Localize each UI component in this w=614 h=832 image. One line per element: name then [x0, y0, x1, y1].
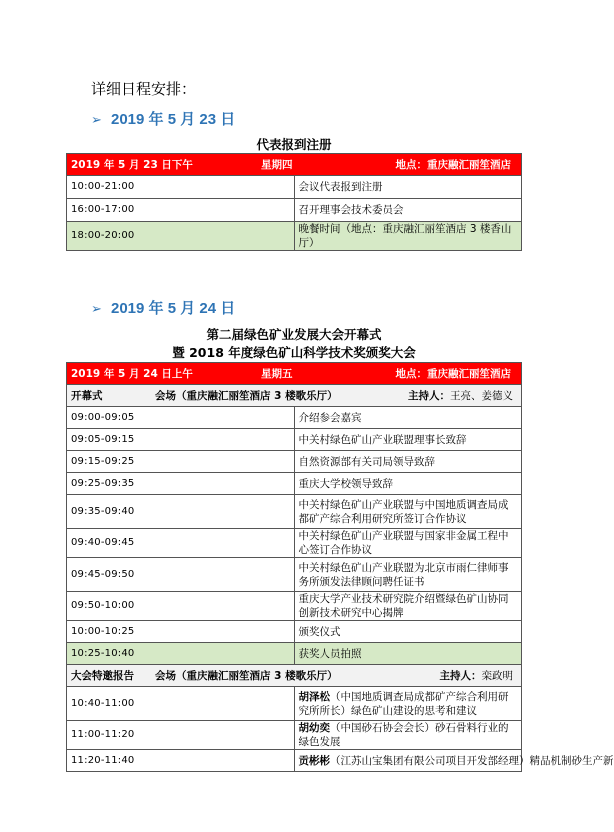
keynote-host: 主持人：栾政明	[439, 669, 513, 682]
talk-affiliation: （中国砂石协会会长）	[330, 722, 435, 734]
row-time: 09:40-09:45	[67, 529, 295, 558]
table-row	[67, 473, 522, 495]
row-time: 09:15-09:25	[67, 451, 295, 473]
row-desc: 中关村绿色矿山产业联盟与中国地质调查局成都矿产综合利用研究所签订合作协议	[294, 495, 522, 529]
row-time: 10:00-10:25	[67, 621, 295, 643]
table-row	[67, 592, 522, 621]
row-time: 10:00-21:00	[67, 176, 295, 199]
talk-title: 砂石骨料行业的绿色发展	[298, 722, 509, 748]
table-row-highlight	[67, 222, 522, 251]
table-row	[67, 429, 522, 451]
day2-caption-line2: 暨 2018 年度绿色矿山科学技术奖颁奖大会	[172, 345, 416, 360]
row-desc	[294, 750, 614, 772]
row-desc: 颁奖仪式	[294, 621, 522, 643]
opening-label: 开幕式	[71, 389, 103, 402]
row-desc: 中关村绿色矿山产业联盟与国家非金属工程中心签订合作协议	[294, 529, 522, 558]
row-time: 10:40-11:00	[67, 687, 295, 721]
talk-speaker: 胡泽松	[298, 690, 330, 703]
day2-date-heading: ➢ 2019 年 5 月 24 日	[91, 300, 236, 317]
opening-session-row	[67, 385, 522, 407]
row-time: 18:00-20:00	[67, 222, 295, 251]
talk-speaker: 贡彬彬	[298, 754, 330, 767]
arrow-bullet-icon: ➢	[91, 112, 102, 127]
row-desc: 晚餐时间（地点：重庆融汇丽笙酒店 3 楼香山厅）	[294, 222, 522, 251]
row-time: 11:00-11:20	[67, 721, 295, 750]
table-row	[67, 529, 522, 558]
table-row-highlight	[67, 643, 522, 665]
day2-caption-line1: 第二届绿色矿业发展大会开幕式	[206, 327, 382, 342]
day2-schedule-table	[66, 362, 614, 772]
row-desc: 自然资源部有关司局领导致辞	[294, 451, 522, 473]
row-time: 10:25-10:40	[67, 643, 295, 665]
keynote-label: 大会特邀报告	[71, 669, 134, 682]
row-time: 09:35-09:40	[67, 495, 295, 529]
row-time: 09:45-09:50	[67, 558, 295, 592]
row-desc: 中关村绿色矿山产业联盟为北京市雨仁律师事务所颁发法律顾问聘任证书	[294, 558, 522, 592]
talk-speaker: 胡幼奕	[298, 722, 330, 734]
row-desc: 中关村绿色矿山产业联盟理事长致辞	[294, 429, 522, 451]
table-row	[67, 199, 522, 222]
talk-title: 绿色矿山建设的思考和建议	[351, 704, 477, 717]
talk-row	[67, 721, 522, 750]
table-row	[67, 621, 522, 643]
keynote-venue: 会场（重庆融汇丽笙酒店 3 楼歌乐厅）	[155, 669, 338, 682]
row-desc: 召开理事会技术委员会	[294, 199, 522, 222]
day1-header-row	[67, 154, 522, 176]
talk-row	[67, 687, 522, 721]
row-desc: 介绍参会嘉宾	[294, 407, 522, 429]
day2-header-weekday: 星期五	[261, 367, 293, 380]
row-desc: 重庆大学产业技术研究院介绍暨绿色矿山协同创新技术研究中心揭牌	[294, 592, 522, 621]
table-row	[67, 407, 522, 429]
row-time: 11:20-11:40	[67, 750, 295, 772]
row-time: 16:00-17:00	[67, 199, 295, 222]
day1-header-venue: 地点：重庆融汇丽笙酒店	[395, 158, 511, 171]
row-desc	[294, 687, 522, 721]
table-row	[67, 451, 522, 473]
arrow-bullet-icon: ➢	[91, 301, 102, 316]
row-desc	[294, 721, 522, 750]
day2-header-row	[67, 363, 522, 385]
day1-header-weekday: 星期四	[261, 158, 293, 171]
section-title: 详细日程安排：	[91, 80, 197, 98]
talk-affiliation: （中国地质调查局成都矿产综合利用研究所所长）	[298, 690, 509, 717]
row-time: 09:25-09:35	[67, 473, 295, 495]
row-time: 09:00-09:05	[67, 407, 295, 429]
day1-schedule-table	[66, 153, 522, 251]
table-row	[67, 558, 522, 592]
talk-affiliation: （江苏山宝集团有限公司项目开发部经理）	[330, 754, 530, 767]
day2-header-venue: 地点：重庆融汇丽笙酒店	[395, 367, 511, 380]
table-row	[67, 495, 522, 529]
talk-title: 精品机制砂生产新	[529, 754, 614, 767]
row-desc: 获奖人员拍照	[294, 643, 522, 665]
day1-header-date: 2019 年 5 月 23 日下午	[71, 158, 193, 171]
opening-venue: 会场（重庆融汇丽笙酒店 3 楼歌乐厅）	[155, 389, 338, 402]
day1-date-heading: ➢ 2019 年 5 月 23 日	[91, 111, 236, 128]
row-desc: 会议代表报到注册	[294, 176, 522, 199]
row-time: 09:50-10:00	[67, 592, 295, 621]
day2-header-date: 2019 年 5 月 24 日上午	[71, 367, 193, 380]
keynote-session-row	[67, 665, 522, 687]
day1-caption: 代表报到注册	[256, 137, 332, 152]
row-desc: 重庆大学校领导致辞	[294, 473, 522, 495]
table-row	[67, 176, 522, 199]
opening-host: 主持人：王亮、姜德义	[408, 389, 513, 402]
talk-row	[67, 750, 522, 772]
row-time: 09:05-09:15	[67, 429, 295, 451]
